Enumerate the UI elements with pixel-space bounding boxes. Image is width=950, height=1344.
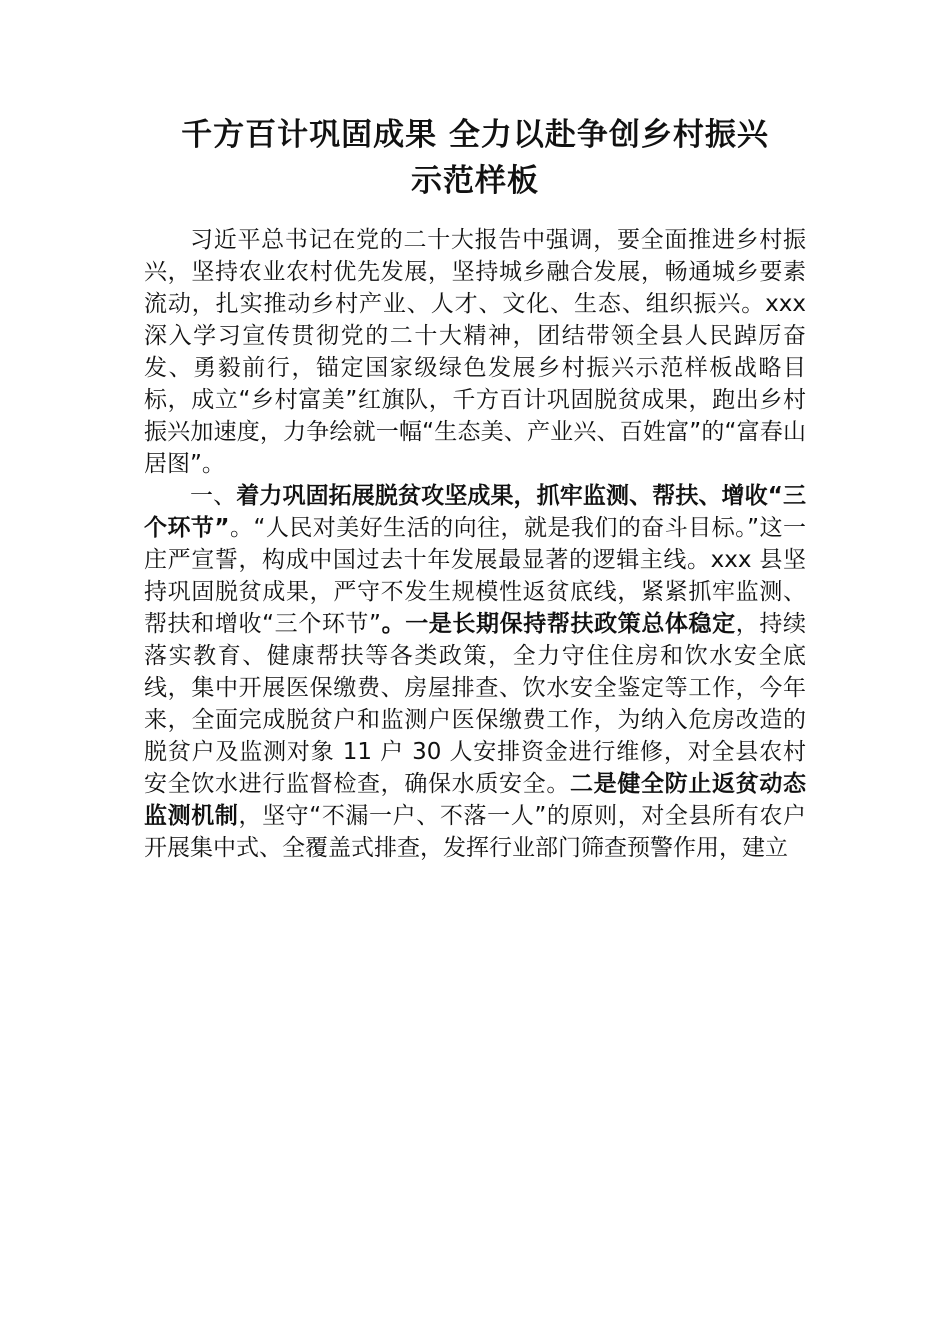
title-line-1: 千方百计巩固成果 全力以赴争创乡村振兴 [181, 117, 769, 153]
title-line-2: 示范样板 [411, 163, 539, 199]
point-one-heading: 。一是长期保持帮扶政策总体稳定 [380, 611, 736, 637]
section-text-1: 。“人民对美好生活的向往，就是我们的奋斗目标。”这一庄严宣誓，构成中国过去十年发展最显著的逻辑主线。xxx 县坚持巩固脱贫成果，严守不发生规模性返贫底线，紧紧抓牢监测、帮扶和增收“三个环节” [144, 515, 806, 637]
paragraph-section-1 [144, 480, 806, 864]
point-two-heading: 二是健全防止返贫动态监测机制 [144, 771, 807, 829]
document-title [120, 112, 830, 204]
section-number: 一、 [190, 483, 237, 509]
section-heading: 着力巩固拓展脱贫攻坚成果，抓牢监测、帮扶、增收“三个环节” [144, 483, 807, 541]
document-body [144, 224, 806, 864]
paragraph-intro: 习近平总书记在党的二十大报告中强调，要全面推进乡村振兴，坚持农业农村优先发展，坚持城乡融合发展，畅通城乡要素流动，扎实推动乡村产业、人才、文化、生态、组织振兴。xxx 深入学习宣传贯彻党的二十大精神，团结带领全县人民踔厉奋发、勇毅前行，锚定国家级绿色发展乡村振兴示范样板战略目标，成立“乡村富美”红旗队，千方百计巩固脱贫成果，跑出乡村振兴加速度，力争绘就一幅“生态美、产业兴、百姓富”的“富春山居图”。 [144, 227, 806, 477]
section-text-3: ，坚守“不漏一户、不落一人”的原则，对全县所有农户开展集中式、全覆盖式排查，发挥行业部门筛查预警作用，建立 [144, 803, 806, 861]
section-text-2: ，持续落实教育、健康帮扶等各类政策，全力守住住房和饮水安全底线，集中开展医保缴费、房屋排查、饮水安全鉴定等工作，今年来，全面完成脱贫户和监测户医保缴费工作，为纳入危房改造的脱贫户及监测对象 11 户 30 人安排资金进行维修，对全县农村安全饮水进行监督检查，确保水质安全。 [144, 611, 807, 797]
